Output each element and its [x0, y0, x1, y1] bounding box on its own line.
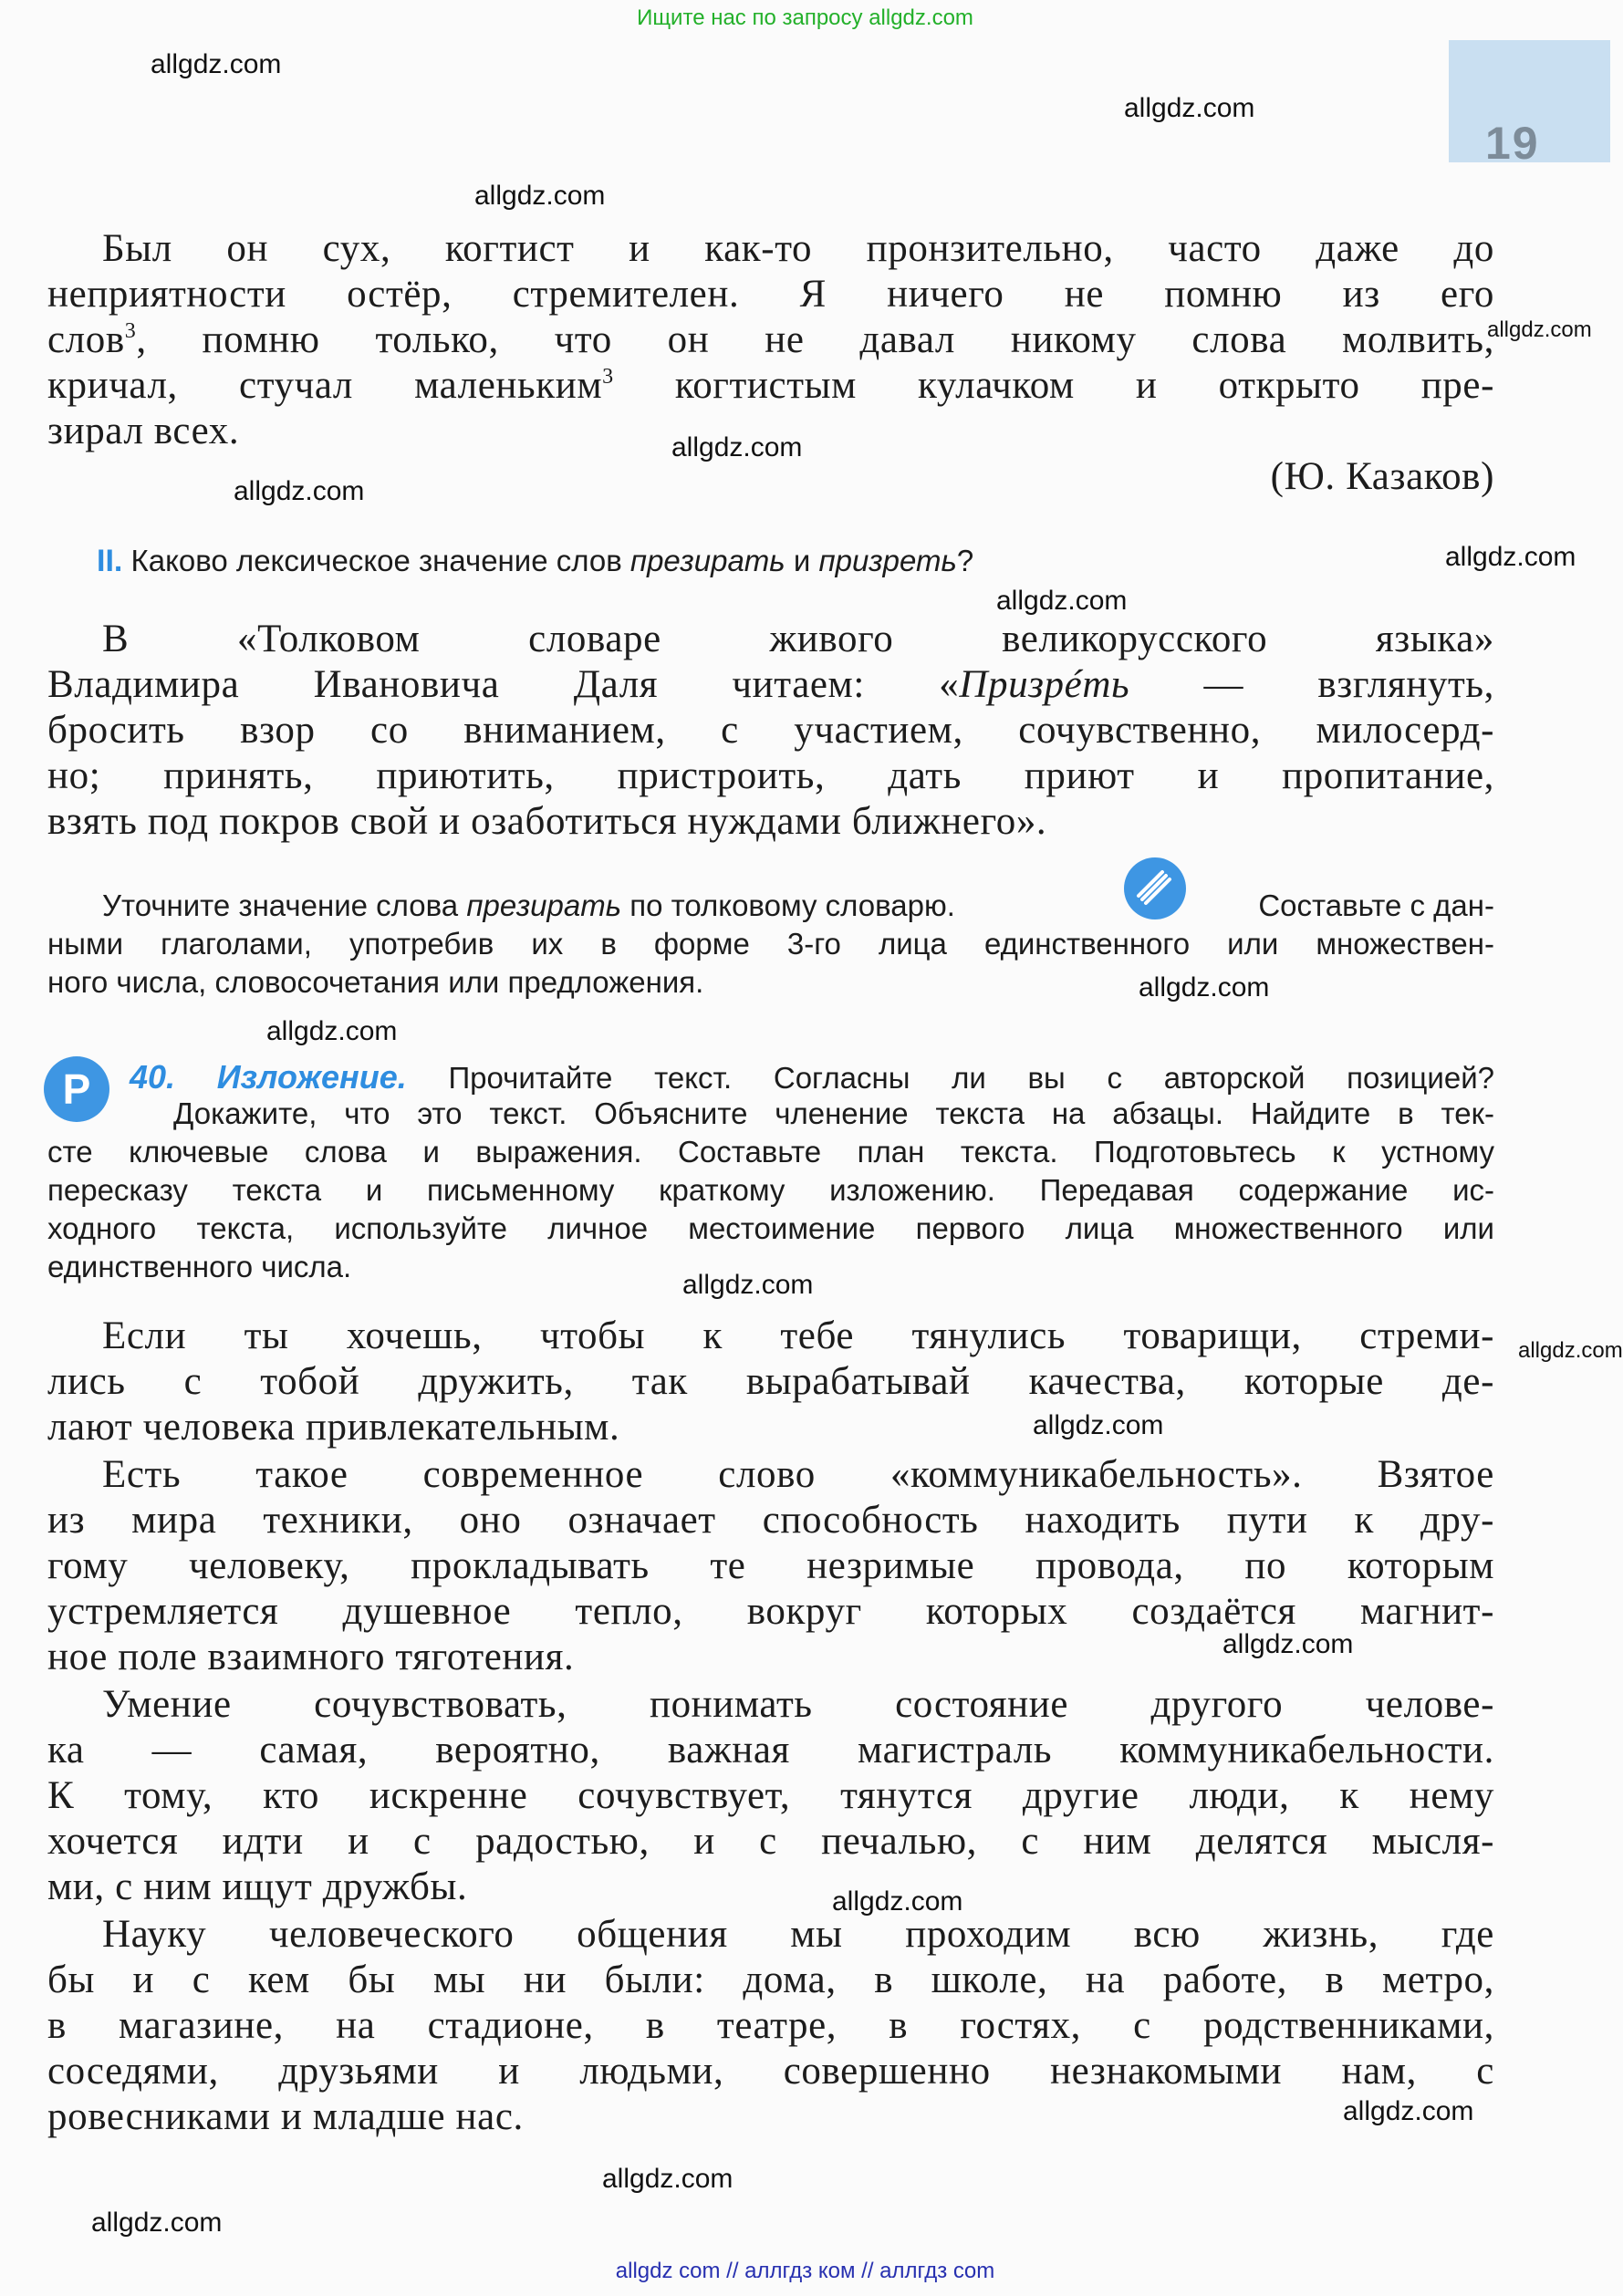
- watermark: allgdz.com: [671, 432, 803, 462]
- exercise-line: Докажите, что это текст. Объясните членение текста на абзацы. Найдите в тек-: [173, 1096, 1494, 1130]
- task-line: ными глаголами, употребив их в форме 3-го лица единственного или множествен-: [47, 927, 1494, 961]
- watermark: allgdz.com: [91, 2208, 223, 2238]
- text-line: ровесниками и младше нас.: [47, 2095, 524, 2138]
- quote-line: [47, 363, 1494, 408]
- exercise-line: ходного текста, используйте личное местоимение первого лица множественного или: [47, 1211, 1494, 1245]
- task-line: ного числа, словосочетания или предложения.: [47, 965, 704, 999]
- question-label: II.: [97, 544, 123, 578]
- text-line: Если ты хочешь, чтобы к тебе тянулись товарищи, стреми-: [102, 1314, 1494, 1357]
- quote-text: кричал, стучал маленьким: [47, 364, 603, 407]
- text-line: в магазине, на стадионе, в театре, в гостях, с родственниками,: [47, 2004, 1494, 2047]
- question-text: Каково лексическое значение слов: [130, 544, 630, 577]
- watermark: allgdz.com: [1445, 542, 1576, 572]
- text-line: гому человеку, прокладывать те незримые провода, по которым: [47, 1544, 1494, 1587]
- top-banner: Ищите нас по запросу allgdz.com: [637, 5, 973, 30]
- exercise-40-header: [130, 1058, 1494, 1096]
- text-line: Есть такое современное слово «коммуникабельность». Взятое: [102, 1453, 1494, 1496]
- dal-text: — взглянуть,: [1129, 663, 1494, 706]
- watermark: allgdz.com: [1139, 972, 1270, 1003]
- quote-text: когтистым кулачком и открыто пре-: [613, 364, 1495, 407]
- quote-line: зирал всех.: [47, 410, 240, 452]
- exercise-text: Прочитайте текст. Согласны ли вы с авторской позицией?: [406, 1061, 1494, 1095]
- quote-line: неприятности остёр, стремителен. Я ничего не помню из его: [47, 273, 1494, 316]
- quote-line: Был он сух, когтист и как-то пронзительно, часто даже до: [102, 227, 1494, 270]
- task-text: Уточните значение слова: [102, 888, 467, 922]
- watermark: allgdz.com: [832, 1886, 963, 1917]
- watermark: allgdz.com: [682, 1270, 814, 1300]
- text-line: бы и с кем бы мы ни были: дома, в школе, на работе, в метро,: [47, 1958, 1494, 2001]
- question-text: ?: [956, 544, 974, 577]
- watermark: allgdz.com: [1518, 1338, 1623, 1363]
- quote-line: [47, 317, 1494, 362]
- text-line: лись с тобой дружить, так вырабатывай качества, которые де-: [47, 1360, 1494, 1403]
- text-line: ка — самая, вероятно, важная магистраль коммуникабельности.: [47, 1729, 1494, 1771]
- footnote-mark: 3: [124, 319, 137, 343]
- watermark: allgdz.com: [1124, 93, 1255, 123]
- dal-line: [47, 662, 1494, 707]
- exercise-title: Изложение.: [216, 1058, 407, 1096]
- exercise-number: 40.: [130, 1058, 176, 1096]
- watermark: allgdz.com: [266, 1016, 398, 1046]
- text-line: из мира техники, оно означает способность находить пути к дру-: [47, 1499, 1494, 1542]
- text-line: Умение сочувствовать, понимать состояние другого челове-: [102, 1683, 1494, 1726]
- exercise-line: единственного числа.: [47, 1250, 352, 1283]
- text-line: ное поле взаимного тяготения.: [47, 1636, 575, 1678]
- quote-text: , помню только, что он не давал никому слова молвить,: [136, 318, 1494, 361]
- dal-line: бросить взор со вниманием, с участием, сочувственно, милосерд-: [47, 709, 1494, 752]
- exercise-line: сте ключевые слова и выражения. Составьте план текста. Подготовьтесь к устному: [47, 1135, 1494, 1169]
- exercise-line: пересказу текста и письменному краткому изложению. Передавая содержание ис-: [47, 1173, 1494, 1207]
- watermark: allgdz.com: [151, 49, 282, 79]
- watermark: allgdz.com: [1033, 1410, 1164, 1440]
- watermark: allgdz.com: [474, 181, 606, 211]
- text-line: лают человека привлекательным.: [47, 1406, 620, 1449]
- dal-line: но; принять, приютить, пристроить, дать приют и пропитание,: [47, 754, 1494, 797]
- dal-word: Призрéть: [959, 663, 1130, 706]
- watermark: allgdz.com: [996, 586, 1128, 616]
- text-line: устремляется душевное тепло, вокруг которых создаётся магнит-: [47, 1590, 1494, 1633]
- text-line: Науку человеческого общения мы проходим всю жизнь, где: [102, 1913, 1494, 1956]
- task-text: по толковому словарю.: [621, 888, 955, 922]
- dal-line: В «Толковом словаре живого великорусского языка»: [102, 618, 1494, 660]
- dal-line: взять под покров свой и озаботиться нуждами ближнего».: [47, 800, 1047, 843]
- question-word: презирать: [629, 544, 785, 577]
- bottom-banner: allgdz com // аллгдз ком // аллгдз com: [615, 2259, 995, 2283]
- watermark: allgdz.com: [1343, 2096, 1474, 2126]
- dal-text: Владимира Ивановича Даля читаем: «: [47, 663, 960, 706]
- question-ii: [97, 544, 1465, 579]
- watermark: allgdz.com: [1222, 1629, 1354, 1659]
- watermark: allgdz.com: [234, 476, 365, 506]
- text-line: ми, с ним ищут дружбы.: [47, 1865, 468, 1908]
- watermark: allgdz.com: [1487, 317, 1592, 342]
- quote-author: (Ю. Казаков): [1270, 455, 1494, 498]
- page-number: 19: [1485, 118, 1540, 169]
- text-line: К тому, кто искренне сочувствует, тянутся другие люди, к нему: [47, 1774, 1494, 1817]
- quote-text: слов: [47, 318, 125, 361]
- question-word: призреть: [818, 544, 957, 577]
- watermark: allgdz.com: [602, 2164, 733, 2194]
- text-line: хочется идти и с радостью, и с печалью, с ним делятся мысля-: [47, 1820, 1494, 1863]
- task-word: презирать: [466, 888, 622, 922]
- text-line: соседями, друзьями и людьми, совершенно незнакомыми нам, с: [47, 2050, 1494, 2093]
- footnote-mark: 3: [602, 365, 614, 389]
- speech-badge-icon: Р: [44, 1056, 109, 1122]
- task-line-end: Составьте с дан-: [1258, 888, 1494, 922]
- question-text: и: [785, 544, 819, 577]
